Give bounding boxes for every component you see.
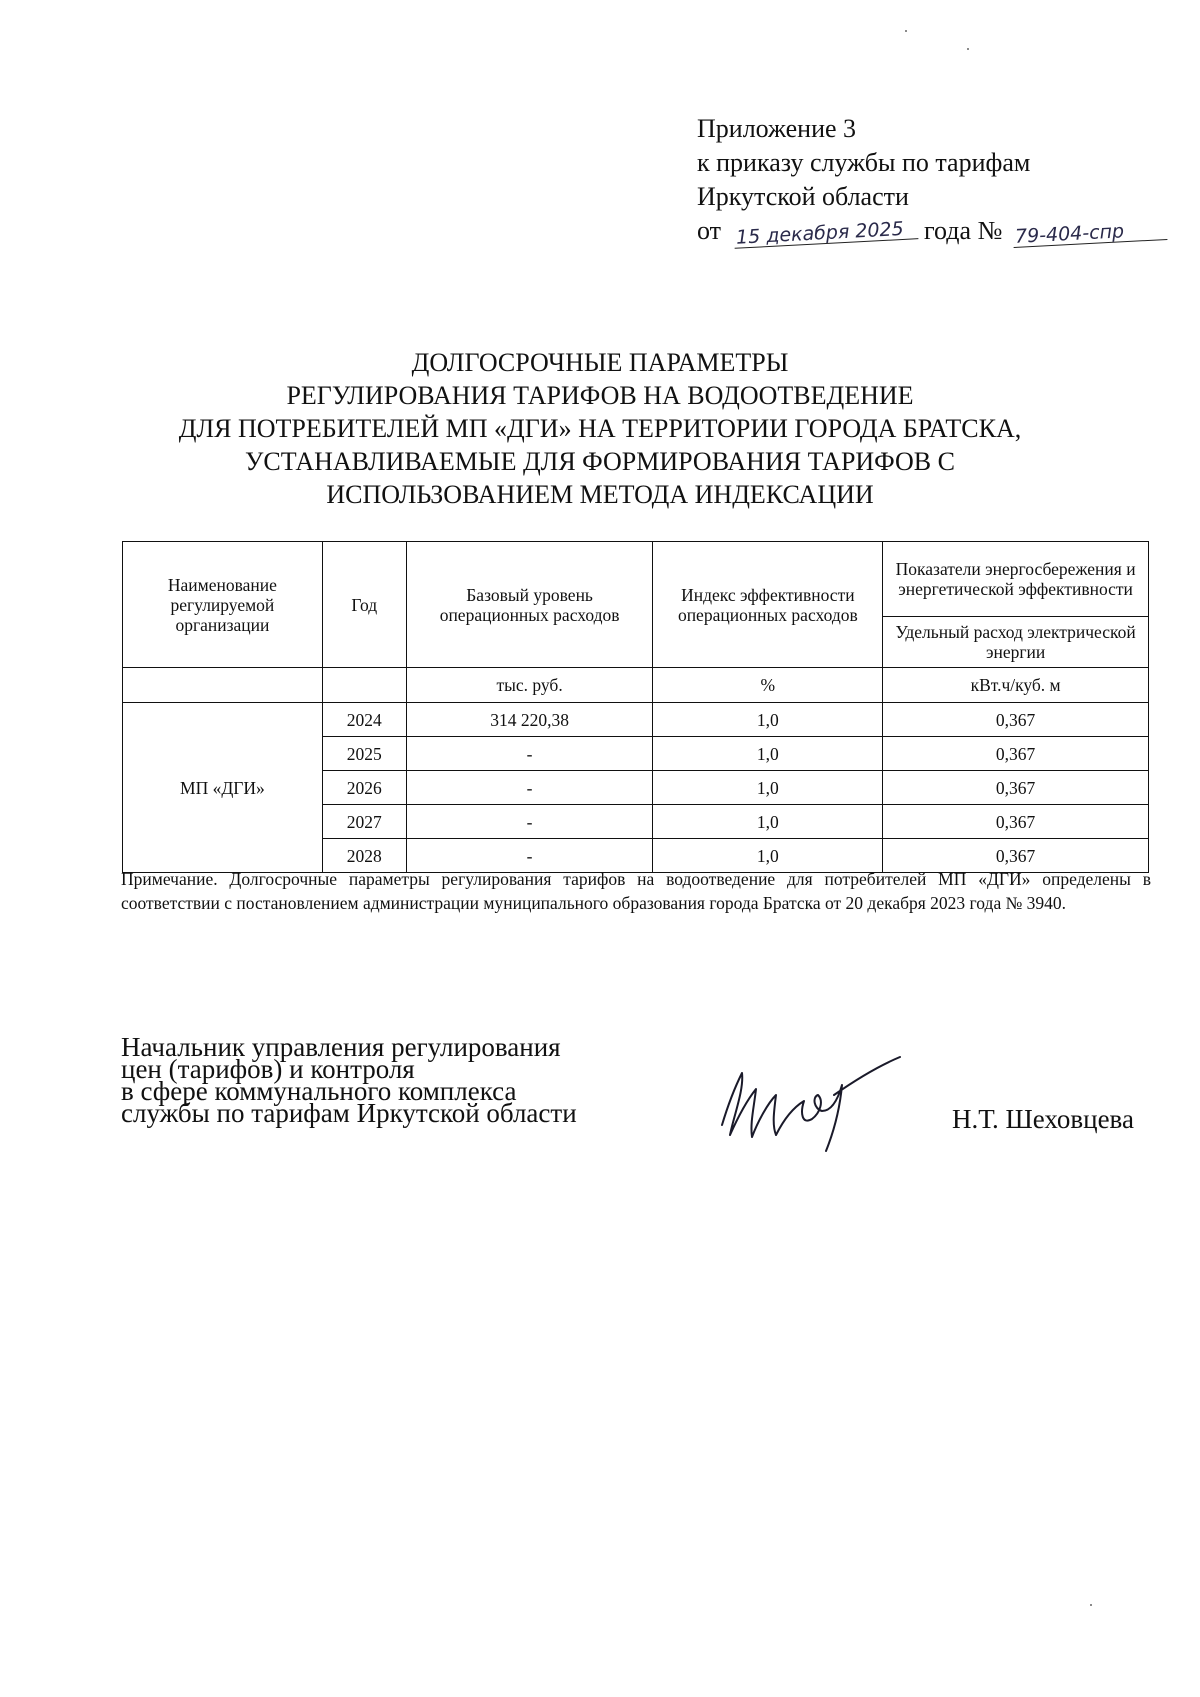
electricity-cell: 0,367 (883, 805, 1149, 839)
signer-position (121, 1032, 577, 1128)
index-cell: 1,0 (653, 839, 883, 873)
base-level-cell: - (406, 771, 653, 805)
electricity-cell: 0,367 (883, 703, 1149, 737)
index-cell: 1,0 (653, 703, 883, 737)
handwritten-order-number: 79-404-спр (1012, 219, 1167, 248)
from-label: от (697, 216, 722, 245)
signer-line-1: Начальник управления регулирования (121, 1032, 561, 1062)
signer-line-4: службы по тарифам Иркутской области (121, 1098, 577, 1128)
table-units-row (123, 668, 1149, 703)
header-base-level: Базовый уровень операционных расходов (406, 542, 653, 668)
title-line-5: ИСПОЛЬЗОВАНИЕМ МЕТОДА ИНДЕКСАЦИИ (326, 480, 874, 509)
signer-line-2: цен (тарифов) и контроля (121, 1054, 415, 1084)
appendix-line-1: Приложение 3 (697, 114, 857, 143)
year-cell: 2024 (322, 703, 406, 737)
units-empty-year (322, 668, 406, 703)
title-line-4: УСТАНАВЛИВАЕМЫЕ ДЛЯ ФОРМИРОВАНИЯ ТАРИФОВ С (244, 447, 955, 476)
header-electricity: Удельный расход электрической энергии (883, 617, 1149, 668)
scan-speck (905, 30, 907, 32)
table-header-row (123, 542, 1149, 617)
parameters-table (122, 541, 1149, 873)
handwritten-date: 15 декабря 2025 (733, 218, 918, 249)
year-cell: 2028 (322, 839, 406, 873)
signer-line-3: в сфере коммунального комплекса (121, 1076, 517, 1106)
year-cell: 2025 (322, 737, 406, 771)
appendix-line-3: Иркутской области (697, 182, 909, 211)
base-level-cell: 314 220,38 (406, 703, 653, 737)
scan-speck (967, 48, 969, 50)
header-efficiency-index: Индекс эффективности операционных расходов (653, 542, 883, 668)
year-label: года № (924, 216, 1003, 245)
units-base-level: тыс. руб. (406, 668, 653, 703)
table-note: Примечание. Долгосрочные параметры регулирования тарифов на водоотведение для потребителей МП «ДГИ» определены в соответствии с постановлением администрации муниципального образования города Братска от 20 декабря 2023 года № 3940. (121, 869, 1151, 913)
appendix-line-2: к приказу службы по тарифам (697, 148, 1031, 177)
title-line-2: РЕГУЛИРОВАНИЯ ТАРИФОВ НА ВОДООТВЕДЕНИЕ (286, 381, 914, 410)
year-cell: 2027 (322, 805, 406, 839)
base-level-cell: - (406, 805, 653, 839)
year-cell: 2026 (322, 771, 406, 805)
index-cell: 1,0 (653, 737, 883, 771)
electricity-cell: 0,367 (883, 737, 1149, 771)
table-row (123, 703, 1149, 737)
appendix-line-4 (697, 214, 1167, 248)
base-level-cell: - (406, 737, 653, 771)
electricity-cell: 0,367 (883, 839, 1149, 873)
index-cell: 1,0 (653, 805, 883, 839)
index-cell: 1,0 (653, 771, 883, 805)
appendix-header (697, 112, 1167, 248)
electricity-cell: 0,367 (883, 771, 1149, 805)
title-line-3: ДЛЯ ПОТРЕБИТЕЛЕЙ МП «ДГИ» НА ТЕРРИТОРИИ ГОРОДА БРАТСКА, (178, 414, 1022, 443)
organization-cell: МП «ДГИ» (123, 703, 323, 873)
header-org: Наименование регулируемой организации (123, 542, 323, 668)
units-electricity: кВт.ч/куб. м (883, 668, 1149, 703)
signer-name: Н.Т. Шеховцева (952, 1104, 1134, 1134)
title-line-1: ДОЛГОСРОЧНЫЕ ПАРАМЕТРЫ (411, 348, 789, 377)
units-empty-org (123, 668, 323, 703)
base-level-cell: - (406, 839, 653, 873)
handwritten-signature (714, 1055, 934, 1155)
scan-speck (1090, 1604, 1092, 1606)
header-energy-group: Показатели энергосбережения и энергетической эффективности (883, 542, 1149, 617)
document-title (160, 346, 1040, 511)
units-efficiency-index: % (653, 668, 883, 703)
header-year: Год (322, 542, 406, 668)
